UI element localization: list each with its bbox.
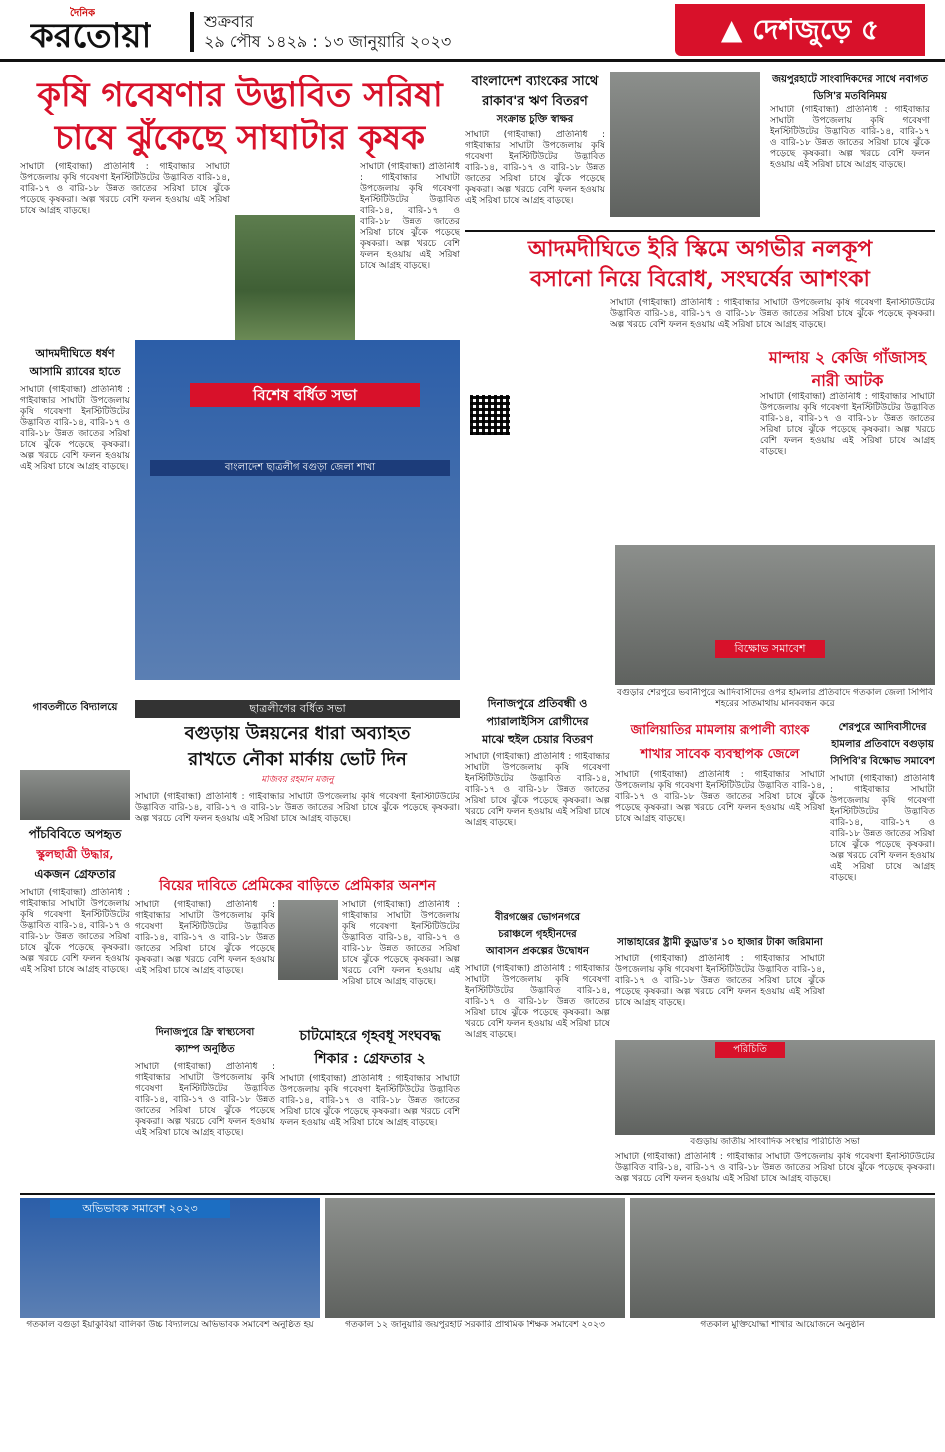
event-caption: গতকাল মুক্তিযোদ্ধা শাখার আয়োজনে অনুষ্ঠান <box>700 1320 865 1330</box>
mustard-field-photo <box>235 215 355 340</box>
rape-headline-1: আদমদীঘিতে ধর্ষণ <box>35 347 115 360</box>
bottom-divider <box>20 1193 935 1195</box>
cooperation-headline: জয়পুরহাটে সাংবাদিকদের সাথে নবাগত ডিসি'র মতবিনিময় <box>772 74 928 102</box>
protest-banner: বিক্ষোভ সমাবেশ <box>715 640 825 658</box>
qr-code <box>470 395 510 435</box>
gabtali-headline: গাবতলীতে বিদ্যালয়ে <box>32 702 118 713</box>
bogura-tag: ছাত্রলীগের বর্ধিত সভা <box>135 700 460 718</box>
chatmohor-body: সাঘাটা (গাইবান্ধা) প্রতিনিধি : গাইবান্ধার সাঘাটা উপজেলায় কৃষি গবেষণা ইনস্টিটিউটের উদ্ভাবিত বারি-১৪, বারি-১৭ ও বারি-১৮ উন্নত জাতের সরিষা চাষে ঝুঁকে পড়েছে কৃষকরা। অল্প খরচে বেশি ফলন হওয়ায় এই সরিষা চাষে আগ্রহ বাড়ছে। <box>280 1074 460 1128</box>
date: ২৯ পৌষ ১৪২৯ : ১৩ জানুয়ারি ২০২৩ <box>204 32 452 51</box>
divider <box>465 230 935 232</box>
page-number: ৫ <box>860 13 880 46</box>
section-label <box>675 4 925 56</box>
adamdighi-body: সাঘাটা (গাইবান্ধা) প্রতিনিধি : গাইবান্ধার সাঘাটা উপজেলায় কৃষি গবেষণা ইনস্টিটিউটের উদ্ভাবিত বারি-১৪, বারি-১৭ ও বারি-১৮ উন্নত জাতের সরিষা চাষে ঝুঁকে পড়েছে কৃষকরা। অল্প খরচে বেশি ফলন হওয়ায় এই সরিষা চাষে আগ্রহ বাড়ছে। <box>610 298 935 330</box>
schoolgirl-headline-2: স্কুলছাত্রী উদ্ধার, <box>36 847 114 861</box>
veerganj-body: সাঘাটা (গাইবান্ধা) প্রতিনিধি : গাইবান্ধার সাঘাটা উপজেলায় কৃষি গবেষণা ইনস্টিটিউটের উদ্ভাবিত বারি-১৪, বারি-১৭ ও বারি-১৮ উন্নত জাতের সরিষা চাষে ঝুঁকে পড়েছে কৃষকরা। অল্প খরচে বেশি ফলন হওয়ায় এই সরিষা চাষে আগ্রহ বাড়ছে। <box>465 964 610 1040</box>
section-name: দেশজুড়ে <box>752 13 852 46</box>
ganja-headline-2: নারী আটক <box>811 371 884 390</box>
adamdighi-headline-1: আদমদীঘিতে ইরি স্কিমে অগভীর নলকূপ <box>527 236 873 262</box>
protest-photo <box>615 545 935 685</box>
chatmohor-headline-2: শিকার : গ্রেফতার ২ <box>314 1051 426 1067</box>
health-camp-body: সাঘাটা (গাইবান্ধা) প্রতিনিধি : গাইবান্ধার সাঘাটা উপজেলায় কৃষি গবেষণা ইনস্টিটিউটের উদ্ভাবিত বারি-১৪, বারি-১৭ ও বারি-১৮ উন্নত জাতের সরিষা চাষে ঝুঁকে পড়েছে কৃষকরা। অল্প খরচে বেশি ফলন হওয়ায় এই সরিষা চাষে আগ্রহ বাড়ছে। <box>135 1062 275 1138</box>
bogura-headline-1: বগুড়ায় উন্নয়নের ধারা অব্যাহত <box>184 723 411 744</box>
bogura-headline-2: রাখতে নৌকা মার্কায় ভোট দিন <box>188 749 407 770</box>
adamdighi-headline-2: বসানো নিয়ে বিরোধ, সংঘর্ষের আশংকা <box>530 266 870 292</box>
police-banner-photo <box>20 770 130 820</box>
lead-headline-2: চাষে ঝুঁকেছে সাঘাটার কৃষক <box>54 118 426 158</box>
protest-caption: বগুড়ার শেরপুরে ভবানীপুরে আদিবাসীদের ওপর হামলার প্রতিবাদে গতকাল জেলা সিপিবি শহরের সাতমাথায় মানববন্ধন করে <box>617 688 933 709</box>
rape-body: সাঘাটা (গাইবান্ধা) প্রতিনিধি : গাইবান্ধার সাঘাটা উপজেলায় কৃষি গবেষণা ইনস্টিটিউটের উদ্ভাবিত বারি-১৪, বারি-১৭ ও বারি-১৮ উন্নত জাতের সরিষা চাষে ঝুঁকে পড়েছে কৃষকরা। অল্প খরচে বেশি ফলন হওয়ায় এই সরিষা চাষে আগ্রহ বাড়ছে। <box>20 385 130 472</box>
logo-small: দৈনিক <box>70 8 96 19</box>
schoolgirl-body: সাঘাটা (গাইবান্ধা) প্রতিনিধি : গাইবান্ধার সাঘাটা উপজেলায় কৃষি গবেষণা ইনস্টিটিউটের উদ্ভাবিত বারি-১৪, বারি-১৭ ও বারি-১৮ উন্নত জাতের সরিষা চাষে ঝুঁকে পড়েছে কৃষকরা। অল্প খরচে বেশি ফলন হওয়ায় এই সরিষা চাষে আগ্রহ বাড়ছে। <box>20 888 130 975</box>
rupali-body: সাঘাটা (গাইবান্ধা) প্রতিনিধি : গাইবান্ধার সাঘাটা উপজেলায় কৃষি গবেষণা ইনস্টিটিউটের উদ্ভাবিত বারি-১৪, বারি-১৭ ও বারি-১৮ উন্নত জাতের সরিষা চাষে ঝুঁকে পড়েছে কৃষকরা। অল্প খরচে বেশি ফলন হওয়ায় এই সরিষা চাষে আগ্রহ বাড়ছে। <box>615 770 825 824</box>
event-photo <box>630 1198 935 1318</box>
bank-headline-2: রাকাব'র ঋণ বিতরণ <box>482 94 588 109</box>
wheelchair-headline-1: দিনাজপুরে প্রতিবন্ধী ও <box>487 697 588 710</box>
masthead <box>0 0 945 62</box>
guardian-caption: গতকাল বগুড়া ইয়াকুবিয়া বালিকা উচ্চ বিদ্যালয়ে অভিভাবক সমাবেশ অনুষ্ঠিত হয় <box>26 1320 314 1330</box>
day: শুক্রবার <box>204 12 254 31</box>
health-camp-headline-2: ক্যাম্প অনুষ্ঠিত <box>175 1044 235 1055</box>
bogura-body: সাঘাটা (গাইবান্ধা) প্রতিনিধি : গাইবান্ধার সাঘাটা উপজেলায় কৃষি গবেষণা ইনস্টিটিউটের উদ্ভাবিত বারি-১৪, বারি-১৭ ও বারি-১৮ উন্নত জাতের সরিষা চাষে ঝুঁকে পড়েছে কৃষকরা। অল্প খরচে বেশি ফলন হওয়ায় এই সরিষা চাষে আগ্রহ বাড়ছে। <box>135 792 460 824</box>
veerganj-headline-1: বীরগঞ্জের ভোগনগরে <box>494 912 581 923</box>
school-photo <box>325 1198 625 1318</box>
hunger-strike-body-2: সাঘাটা (গাইবান্ধা) প্রতিনিধি : গাইবান্ধার সাঘাটা উপজেলায় কৃষি গবেষণা ইনস্টিটিউটের উদ্ভাবিত বারি-১৪, বারি-১৭ ও বারি-১৮ উন্নত জাতের সরিষা চাষে ঝুঁকে পড়েছে কৃষকরা। অল্প খরচে বেশি ফলন হওয়ায় এই সরিষা চাষে আগ্রহ বাড়ছে। <box>342 900 460 987</box>
woman-photo <box>278 900 338 980</box>
bank-signing-photo <box>610 72 760 217</box>
wheelchair-headline-3: মাঝে হুইল চেয়ার বিতরণ <box>482 733 593 746</box>
cooperation-body: সাঘাটা (গাইবান্ধা) প্রতিনিধি : গাইবান্ধার সাঘাটা উপজেলায় কৃষি গবেষণা ইনস্টিটিউটের উদ্ভাবিত বারি-১৪, বারি-১৭ ও বারি-১৮ উন্নত জাতের সরিষা চাষে ঝুঁকে পড়েছে কৃষকরা। অল্প খরচে বেশি ফলন হওয়ায় এই সরিষা চাষে আগ্রহ বাড়ছে। <box>770 105 930 170</box>
guardian-banner: অভিভাবক সমাবেশ ২০২৩ <box>50 1200 230 1218</box>
rupali-headline-1: জালিয়াতির মামলায় রূপালী ব্যাংক <box>630 723 810 738</box>
health-camp-headline-1: দিনাজপুরে ফ্রি স্বাস্থ্যসেবা <box>155 1027 255 1038</box>
schoolgirl-headline-3: একজন গ্রেফতার <box>34 867 116 881</box>
press-body: সাঘাটা (গাইবান্ধা) প্রতিনিধি : গাইবান্ধার সাঘাটা উপজেলায় কৃষি গবেষণা ইনস্টিটিউটের উদ্ভাবিত বারি-১৪, বারি-১৭ ও বারি-১৮ উন্নত জাতের সরিষা চাষে ঝুঁকে পড়েছে কৃষকরা। অল্প খরচে বেশি ফলন হওয়ায় এই সরিষা চাষে আগ্রহ বাড়ছে। <box>615 1152 935 1184</box>
newspaper-logo: করতোয়া <box>30 16 152 56</box>
veerganj-headline-2: চরাঞ্চলে গৃহহীনদের <box>498 929 577 940</box>
sherpur-headline-3: সিপিবি'র বিক্ষোভ সমাবেশ <box>830 756 935 767</box>
sherpur-headline-1: শেরপুরে আদিবাসীদের <box>838 722 927 733</box>
sherpur-body: সাঘাটা (গাইবান্ধা) প্রতিনিধি : গাইবান্ধার সাঘাটা উপজেলায় কৃষি গবেষণা ইনস্টিটিউটের উদ্ভাবিত বারি-১৪, বারি-১৭ ও বারি-১৮ উন্নত জাতের সরিষা চাষে ঝুঁকে পড়েছে কৃষকরা। অল্প খরচে বেশি ফলন হওয়ায় এই সরিষা চাষে আগ্রহ বাড়ছে। <box>830 774 935 883</box>
satahar-headline: সান্তাহারের ষ্ট্রামী কুড্রাড'র ১০ হাজার টাকা জরিমানা <box>617 937 823 948</box>
bogura-byline: মজিবর রহমান মজনু <box>261 775 334 785</box>
meeting-banner: বিশেষ বর্ধিত সভা <box>190 383 420 407</box>
lead-body: সাঘাটা (গাইবান্ধা) প্রতিনিধি : গাইবান্ধার সাঘাটা উপজেলায় কৃষি গবেষণা ইনস্টিটিউটের উদ্ভাবিত বারি-১৪, বারি-১৭ ও বারি-১৮ উন্নত জাতের সরিষা চাষে ঝুঁকে পড়েছে কৃষকরা। অল্প খরচে বেশি ফলন হওয়ায় এই সরিষা চাষে আগ্রহ বাড়ছে। <box>20 162 230 216</box>
sherpur-headline-2: হামলার প্রতিবাদে বগুড়ায় <box>831 739 934 750</box>
school-caption: গতকাল ১২ জানুয়ারি জয়পুরহাট সরকারি প্রাথমিক শিক্ষক সমাবেশ ২০২৩ <box>345 1320 605 1330</box>
ganja-body: সাঘাটা (গাইবান্ধা) প্রতিনিধি : গাইবান্ধার সাঘাটা উপজেলায় কৃষি গবেষণা ইনস্টিটিউটের উদ্ভাবিত বারি-১৪, বারি-১৭ ও বারি-১৮ উন্নত জাতের সরিষা চাষে ঝুঁকে পড়েছে কৃষকরা। অল্প খরচে বেশি ফলন হওয়ায় এই সরিষা চাষে আগ্রহ বাড়ছে। <box>760 392 935 457</box>
hunger-strike-body: সাঘাটা (গাইবান্ধা) প্রতিনিধি : গাইবান্ধার সাঘাটা উপজেলায় কৃষি গবেষণা ইনস্টিটিউটের উদ্ভাবিত বারি-১৪, বারি-১৭ ও বারি-১৮ উন্নত জাতের সরিষা চাষে ঝুঁকে পড়েছে কৃষকরা। অল্প খরচে বেশি ফলন হওয়ায় এই সরিষা চাষে আগ্রহ বাড়ছে। <box>135 900 275 976</box>
rape-headline-2: আসামি র‌্যাবের হাতে <box>29 365 121 378</box>
meeting-banner-sub: বাংলাদেশ ছাত্রলীগ বগুড়া জেলা শাখা <box>150 460 450 476</box>
ganja-headline-1: মান্দায় ২ কেজি গাঁজাসহ <box>768 348 927 367</box>
date-box <box>190 12 451 52</box>
bank-subhead: সংক্রান্ত চুক্তি স্বাক্ষর <box>496 114 574 125</box>
press-banner: পরিচিতি <box>715 1042 785 1058</box>
schoolgirl-headline-1: পাঁচবিবিতে অপহৃত <box>28 827 122 841</box>
satahar-body: সাঘাটা (গাইবান্ধা) প্রতিনিধি : গাইবান্ধার সাঘাটা উপজেলায় কৃষি গবেষণা ইনস্টিটিউটের উদ্ভাবিত বারি-১৪, বারি-১৭ ও বারি-১৮ উন্নত জাতের সরিষা চাষে ঝুঁকে পড়েছে কৃষকরা। অল্প খরচে বেশি ফলন হওয়ায় এই সরিষা চাষে আগ্রহ বাড়ছে। <box>615 954 825 1008</box>
chatmohor-headline-1: চাটমোহরে গৃহবধূ সংঘবদ্ধ <box>299 1028 441 1044</box>
rupali-headline-2: শাখার সাবেক ব্যবস্থাপক জেলে <box>640 747 800 762</box>
lead-headline-1: কৃষি গবেষণার উদ্ভাবিত সরিষা <box>37 75 443 115</box>
bank-body: সাঘাটা (গাইবান্ধা) প্রতিনিধি : গাইবান্ধার সাঘাটা উপজেলায় কৃষি গবেষণা ইনস্টিটিউটের উদ্ভাবিত বারি-১৪, বারি-১৭ ও বারি-১৮ উন্নত জাতের সরিষা চাষে ঝুঁকে পড়েছে কৃষকরা। অল্প খরচে বেশি ফলন হওয়ায় এই সরিষা চাষে আগ্রহ বাড়ছে। <box>465 130 605 206</box>
veerganj-headline-3: আবাসন প্রকল্পের উদ্বোধন <box>485 946 589 957</box>
map-icon: ▲ <box>720 13 743 46</box>
lead-body-col3: সাঘাটা (গাইবান্ধা) প্রতিনিধি : গাইবান্ধার সাঘাটা উপজেলায় কৃষি গবেষণা ইনস্টিটিউটের উদ্ভাবিত বারি-১৪, বারি-১৭ ও বারি-১৮ উন্নত জাতের সরিষা চাষে ঝুঁকে পড়েছে কৃষকরা। অল্প খরচে বেশি ফলন হওয়ায় এই সরিষা চাষে আগ্রহ বাড়ছে। <box>360 162 460 271</box>
hunger-strike-headline: বিয়ের দাবিতে প্রেমিকের বাড়িতে প্রেমিকার অনশন <box>159 878 436 894</box>
wheelchair-body: সাঘাটা (গাইবান্ধা) প্রতিনিধি : গাইবান্ধার সাঘাটা উপজেলায় কৃষি গবেষণা ইনস্টিটিউটের উদ্ভাবিত বারি-১৪, বারি-১৭ ও বারি-১৮ উন্নত জাতের সরিষা চাষে ঝুঁকে পড়েছে কৃষকরা। অল্প খরচে বেশি ফলন হওয়ায় এই সরিষা চাষে আগ্রহ বাড়ছে। <box>465 752 610 828</box>
press-caption: বগুড়ায় জাতীয় সাংবাদিক সংস্থার পরিচিতি সভা <box>690 1137 860 1147</box>
wheelchair-headline-2: প্যারালাইসিস রোগীদের <box>486 715 589 728</box>
bank-headline-1: বাংলাদেশ ব্যাংকের সাথে <box>471 74 599 89</box>
